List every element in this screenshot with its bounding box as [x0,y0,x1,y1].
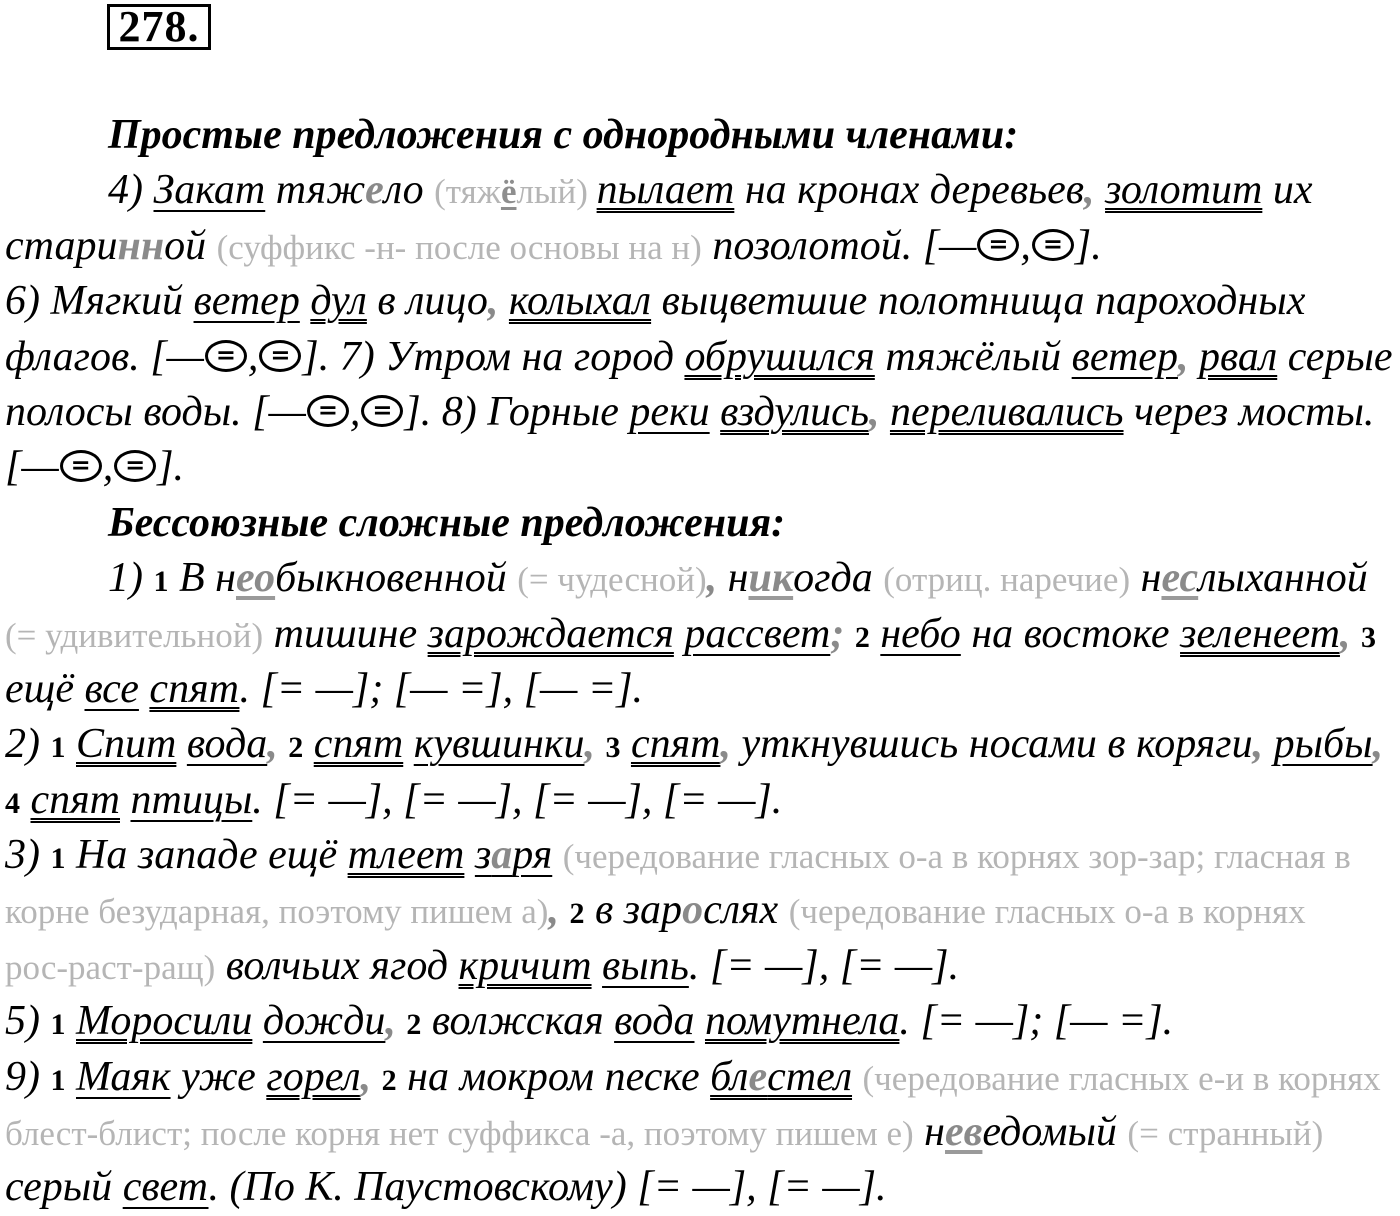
text-line-content [5,1105,1323,1161]
text-run: стари [5,222,118,269]
highlight-mark: , [267,721,289,768]
subject-word: рассвет [684,610,831,657]
predicate-word: пылает [596,167,735,214]
text-run: ло [383,167,435,214]
text-line [0,1160,1400,1215]
homogeneous-member-symbol: = [60,450,102,482]
text-line [0,883,1400,938]
text-run: в лицо [366,278,488,325]
text-line-content [5,773,782,831]
clause-number: 2 [854,620,870,654]
text-run [139,666,150,712]
subject-word: реки [629,388,710,435]
predicate-word: кричит [458,942,592,989]
text-run: уже [170,1053,267,1100]
highlight-mark: , [1252,721,1274,768]
text-run [852,1054,863,1100]
text-line [0,828,1400,883]
text-line [0,551,1400,606]
predicate-orthogram-letter: е [748,1053,768,1100]
text-line [0,607,1400,662]
text-run [464,832,475,878]
text-run [66,1054,77,1100]
subject-word: рыбы [1273,721,1373,768]
text-run [694,998,705,1044]
highlight-mark: е [365,167,384,214]
section-heading: Бессоюзные сложные предложения: [108,499,786,546]
clause-number: 2 [406,1008,422,1042]
homogeneous-member-symbol: = [205,340,247,372]
text-run: [— [5,444,59,491]
highlight-mark: нн [117,222,165,269]
clause-number: 1 [153,565,169,599]
predicate-word: колыхал [508,278,652,325]
predicate-word: Спит [76,721,177,768]
text-line-content [5,939,959,995]
homogeneous-member-symbol: = [361,395,403,427]
text-run: серый [5,1164,123,1211]
text-line-content [5,385,1374,440]
text-line-content [5,219,1102,275]
text-run [66,721,77,767]
text-run [870,611,881,657]
text-run: 1) [108,555,154,602]
text-run: . [= —]; [— =], [— =]. [239,665,644,712]
subject-word: ветер [193,278,300,325]
text-run: 4) [108,167,154,214]
text-run: выцветшие полотнища пароходных [651,278,1306,325]
clause-number: 2 [381,1063,397,1097]
text-run: огда [793,555,884,602]
text-run: , [1020,222,1031,269]
text-run: В н [168,555,236,602]
text-run: , [349,388,361,435]
text-run [403,721,414,767]
annotation-note: (= чудесной) [517,560,707,600]
text-run: позолотой. [— [701,222,977,269]
clause-number: 4 [5,786,20,820]
highlight-mark: , [584,721,606,768]
text-run [552,832,563,878]
text-run: на мокром песке [396,1053,711,1100]
text-run: ещё [5,665,85,712]
predicate-word: Моросили [76,998,253,1045]
homogeneous-member-symbol: = [1032,229,1074,261]
text-line [0,385,1400,440]
text-line [0,1050,1400,1105]
text-line [0,994,1400,1049]
annotation-note: (тяж [434,172,501,212]
text-run: . [= —]; [— =]. [899,998,1174,1045]
highlight-mark: , [868,388,890,435]
predicate-word: рвал [1198,333,1278,380]
orthogram-mark: ик [748,555,794,602]
text-run: ]. 7) Утром на город [302,333,685,380]
subject-word: все [84,665,139,712]
annotation-note: лый) [516,172,597,212]
answer-section [0,108,1400,496]
orthogram-mark: ео [236,555,276,602]
text-run: волжская [421,998,615,1045]
subject-word: свет [122,1164,209,1211]
predicate-word: спят [149,665,240,712]
homogeneous-member-symbol: = [307,395,349,427]
subject-word: дожди [262,998,386,1045]
predicate-word: дул [310,278,367,325]
text-run: ]. [1074,222,1102,269]
highlight-mark: , [548,887,570,934]
text-run: через мосты. [1123,388,1375,435]
predicate-word: помутнела [704,998,900,1045]
text-line-content [5,274,1305,329]
text-run: 6) Мягкий [5,278,194,325]
answer-body [0,108,1400,1216]
annotation-note: (чередование гласных о-а в корнях [788,892,1306,932]
text-run: быкновенной [275,555,518,602]
text-run: н [727,555,749,602]
text-run [66,998,77,1044]
text-run [620,721,631,767]
text-run: , [102,444,114,491]
text-run: 9) [5,1053,51,1100]
highlight-mark: ; [830,610,855,657]
text-run: едомый [982,1109,1128,1156]
text-line [0,1105,1400,1160]
text-run [300,278,311,324]
text-line-content [5,1050,1381,1108]
annotation-note: (= удивительной) [5,615,264,655]
text-run: . [= —], [= —], [= —], [= —]. [252,776,783,823]
text-run [176,721,187,767]
text-run: лыханной [1198,555,1368,602]
annotation-note: (суффикс -н- после основы на н) [216,227,702,267]
predicate-word: спят [313,721,404,768]
annotation-note: блест-блист; после корня нет суффикса -а, поэтому пишем е) [5,1114,914,1154]
text-line-content [5,994,1173,1052]
predicate-word: стел [767,1053,853,1100]
text-run [20,777,31,823]
text-run [252,998,263,1044]
predicate-word: бл [710,1053,749,1100]
annotation-orthogram-letter: ё [500,172,517,212]
homogeneous-member-symbol: = [114,450,156,482]
highlight-mark: , [706,555,728,602]
text-run: н [1130,555,1162,602]
clause-number: 1 [50,1063,66,1097]
text-run: н [913,1109,946,1156]
subject-word: з [474,832,492,879]
highlight-mark: , [360,1053,382,1100]
section-heading: Простые предложения с однородными членами: [108,112,1019,158]
homogeneous-member-symbol: = [259,340,301,372]
text-run: На западе ещё [65,832,348,879]
text-run: , [247,333,259,380]
text-run: на кронах деревьев [734,167,1085,214]
text-run: слях [703,887,789,934]
text-line-content [5,1160,887,1215]
subject-word: вода [186,721,268,768]
orthogram-mark: ес [1161,555,1199,602]
predicate-word: обрушился [684,333,875,380]
text-run: 2) [5,721,51,768]
subject-word: ветер [1071,333,1178,380]
highlight-mark: , [1084,167,1106,214]
text-run [592,943,603,989]
subject-word: вода [614,998,695,1045]
text-run: на востоке [960,610,1181,657]
annotation-note: рос-раст-ращ) [5,947,216,987]
text-line-content [108,551,1368,609]
text-run: в зар [584,887,683,934]
text-line [0,939,1400,994]
subject-orthogram-letter: а [491,832,513,879]
predicate-word: вздулись [720,388,869,435]
text-run: ой [164,222,217,269]
clause-number: 3 [605,731,621,765]
text-line-content [5,662,643,717]
text-line [0,440,1400,495]
text-run: тишине [263,610,428,657]
predicate-word: зарождается [427,610,674,657]
highlight-mark: , [1177,333,1199,380]
text-line-content [5,330,1393,385]
text-run [120,777,131,823]
highlight-mark: , [487,278,509,325]
exercise-number: 278. [107,4,211,50]
text-run: их [1262,167,1313,214]
text-line-content [5,883,1306,941]
subject-word: небо [880,610,961,657]
highlight-mark: о [682,887,704,934]
text-run: ]. 8) Горные [404,388,630,435]
clause-number: 2 [288,731,304,765]
clause-number: 1 [50,842,66,876]
predicate-word: зеленеет [1180,610,1340,657]
clause-number: 1 [50,731,66,765]
text-line [0,773,1400,828]
predicate-word: спят [30,776,120,823]
predicate-word: переливались [889,388,1124,435]
text-run: 5) [5,998,51,1045]
clause-number: 3 [1360,620,1376,654]
text-line [0,662,1400,717]
annotation-note: (чередование гласных о-а в корнях зор-зар; гласная в [562,837,1351,877]
text-line [0,274,1400,329]
annotation-note: (отриц. наречие) [883,560,1131,600]
text-run: тяж [265,167,366,214]
highlight-mark: , [1372,721,1384,768]
text-line [0,163,1400,218]
predicate-word: спят [630,721,721,768]
text-run: ]. [157,444,185,491]
text-run: . (По К. Паустовскому) [= —], [= —]. [208,1164,887,1211]
text-line-content [5,717,1383,775]
text-run: уткнувшись носами в коряги [730,721,1253,768]
highlight-mark: , [720,721,731,768]
text-line [0,330,1400,385]
text-line-content [5,828,1351,886]
annotation-note: (чередование гласных е-и в корнях [862,1058,1381,1098]
homogeneous-member-symbol: = [977,229,1019,261]
predicate-word: горел [266,1053,361,1100]
highlight-mark: , [385,998,407,1045]
text-run: полосы воды. [— [5,388,306,435]
text-run: волчьих ягод [215,942,459,989]
text-line [0,219,1400,274]
subject-word: ря [512,832,553,879]
subject-word: Закат [153,167,266,214]
annotation-note: корне безударная, поэтому пишем а) [5,892,549,932]
answer-section [0,496,1400,1216]
text-run: серые [1277,333,1393,380]
highlight-mark: , [1339,610,1361,657]
text-line-content [5,440,184,495]
subject-word: кувшинки [413,721,585,768]
text-line-content [108,163,1312,219]
text-run: . [= —], [= —]. [688,942,960,989]
text-run: флагов. [— [5,333,204,380]
predicate-word: золотит [1105,167,1263,214]
clause-number: 1 [50,1008,66,1042]
text-run: тяжёлый [874,333,1072,380]
text-line [0,717,1400,772]
predicate-word: тлеет [347,832,465,879]
orthogram-mark: ев [945,1109,983,1156]
text-line-content [5,607,1376,665]
subject-word: Маяк [76,1053,171,1100]
text-run [710,389,721,435]
clause-number: 2 [569,897,585,931]
annotation-note: (= странный) [1127,1114,1324,1154]
subject-word: птицы [130,776,253,823]
text-run [303,721,314,767]
text-run: 3) [5,832,51,879]
subject-word: выпь [602,942,689,989]
text-run [674,611,685,657]
